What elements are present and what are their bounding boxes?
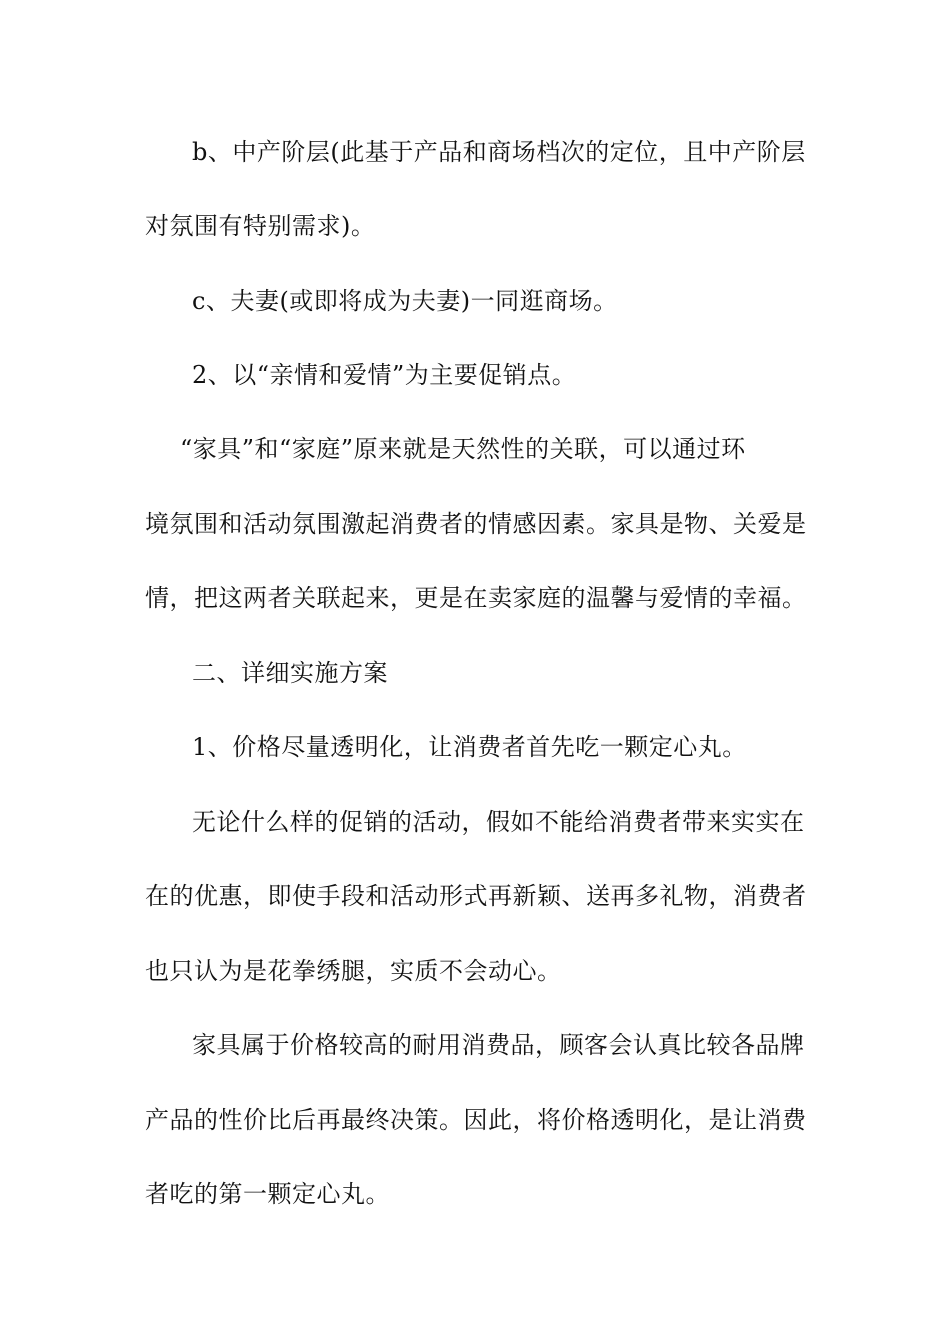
text-line: 在的优惠，即使手段和活动形式再新颖、送再多礼物，消费者 — [145, 882, 807, 910]
text-line: c、夫妻(或即将成为夫妻)一同逛商场。 — [192, 287, 618, 315]
section-heading: 二、详细实施方案 — [192, 659, 388, 687]
text-line: 情，把这两者关联起来，更是在卖家庭的温馨与爱情的幸福。 — [145, 584, 807, 612]
text-line: 无论什么样的促销的活动，假如不能给消费者带来实实在 — [192, 808, 805, 836]
text-line: 者吃的第一颗定心丸。 — [145, 1180, 390, 1208]
text-line: 1、价格尽量透明化，让消费者首先吃一颗定心丸。 — [192, 733, 747, 761]
text-line: b、中产阶层(此基于产品和商场档次的定位，且中产阶层 — [192, 138, 806, 166]
text-line: 对氛围有特别需求)。 — [145, 212, 376, 240]
text-line: 家具属于价格较高的耐用消费品，顾客会认真比较各品牌 — [192, 1031, 805, 1059]
text-line: “家具”和“家庭”原来就是天然性的关联，可以通过环 — [180, 435, 746, 463]
text-line: 产品的性价比后再最终决策。因此，将价格透明化，是让消费 — [145, 1106, 807, 1134]
text-line: 境氛围和活动氛围激起消费者的情感因素。家具是物、关爱是 — [145, 510, 807, 538]
text-line: 2、以“亲情和爱情”为主要促销点。 — [192, 361, 577, 389]
text-line: 也只认为是花拳绣腿，实质不会动心。 — [145, 957, 562, 985]
